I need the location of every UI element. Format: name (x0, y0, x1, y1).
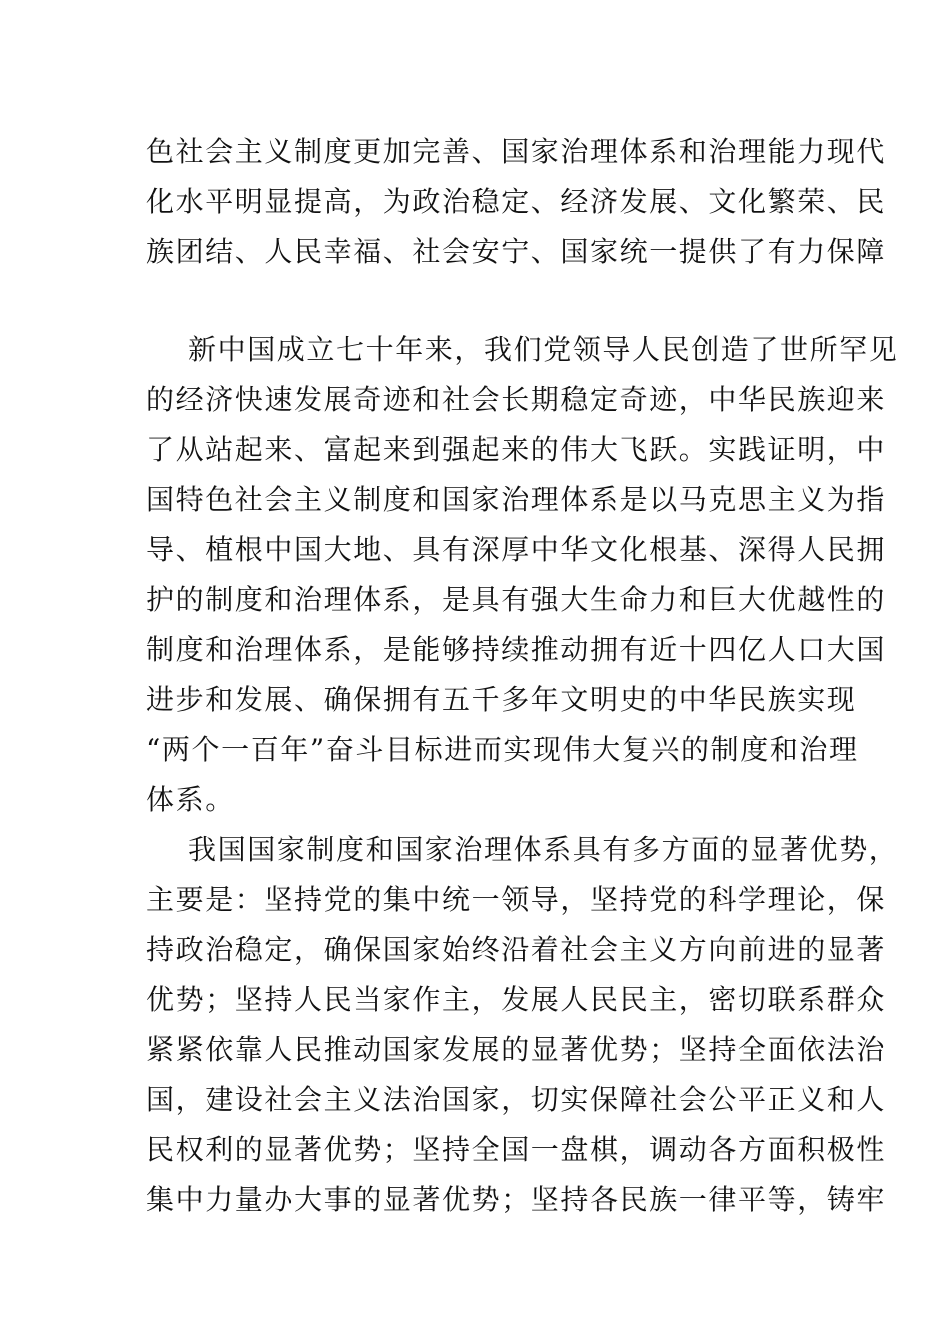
text-line: 色社会主义制度更加完善、国家治理体系和治理能力现代 (146, 135, 887, 168)
text-line: 导、植根中国大地、具有深厚中华文化根基、深得人民拥 (146, 533, 887, 566)
text-line: 民权利的显著优势；坚持全国一盘棋，调动各方面积极性 (146, 1133, 887, 1166)
text-line: 集中力量办大事的显著优势；坚持各民族一律平等，铸牢 (146, 1183, 887, 1216)
text-line: 进步和发展、确保拥有五千多年文明史的中华民族实现 (146, 683, 857, 716)
text-line: 国，建设社会主义法治国家，切实保障社会公平正义和人 (146, 1083, 887, 1116)
text-line: 了从站起来、富起来到强起来的伟大飞跃。实践证明，中 (146, 433, 887, 466)
text-line: 优势；坚持人民当家作主，发展人民民主，密切联系群众 (146, 983, 887, 1016)
text-line: 持政治稳定，确保国家始终沿着社会主义方向前进的显著 (146, 933, 887, 966)
text-line: 制度和治理体系，是能够持续推动拥有近十四亿人口大国 (146, 633, 887, 666)
text-line: 主要是：坚持党的集中统一领导，坚持党的科学理论，保 (146, 883, 887, 916)
text-line: 的经济快速发展奇迹和社会长期稳定奇迹，中华民族迎来 (146, 383, 887, 416)
paragraph-first-line: 新中国成立七十年来，我们党领导人民创造了世所罕见 (188, 333, 899, 366)
text-line: 国特色社会主义制度和国家治理体系是以马克思主义为指 (146, 483, 887, 516)
text-line: “两个一百年”奋斗目标进而实现伟大复兴的制度和治理 (146, 733, 859, 766)
paragraph-first-line: 我国国家制度和国家治理体系具有多方面的显著优势， (188, 833, 899, 866)
text-line: 紧紧依靠人民推动国家发展的显著优势；坚持全面依法治 (146, 1033, 887, 1066)
text-line: 护的制度和治理体系，是具有强大生命力和巨大优越性的 (146, 583, 887, 616)
text-line: 体系。 (146, 783, 235, 816)
text-line: 族团结、人民幸福、社会安宁、国家统一提供了有力保障 (146, 235, 887, 268)
text-line: 化水平明显提高，为政治稳定、经济发展、文化繁荣、民 (146, 185, 887, 218)
